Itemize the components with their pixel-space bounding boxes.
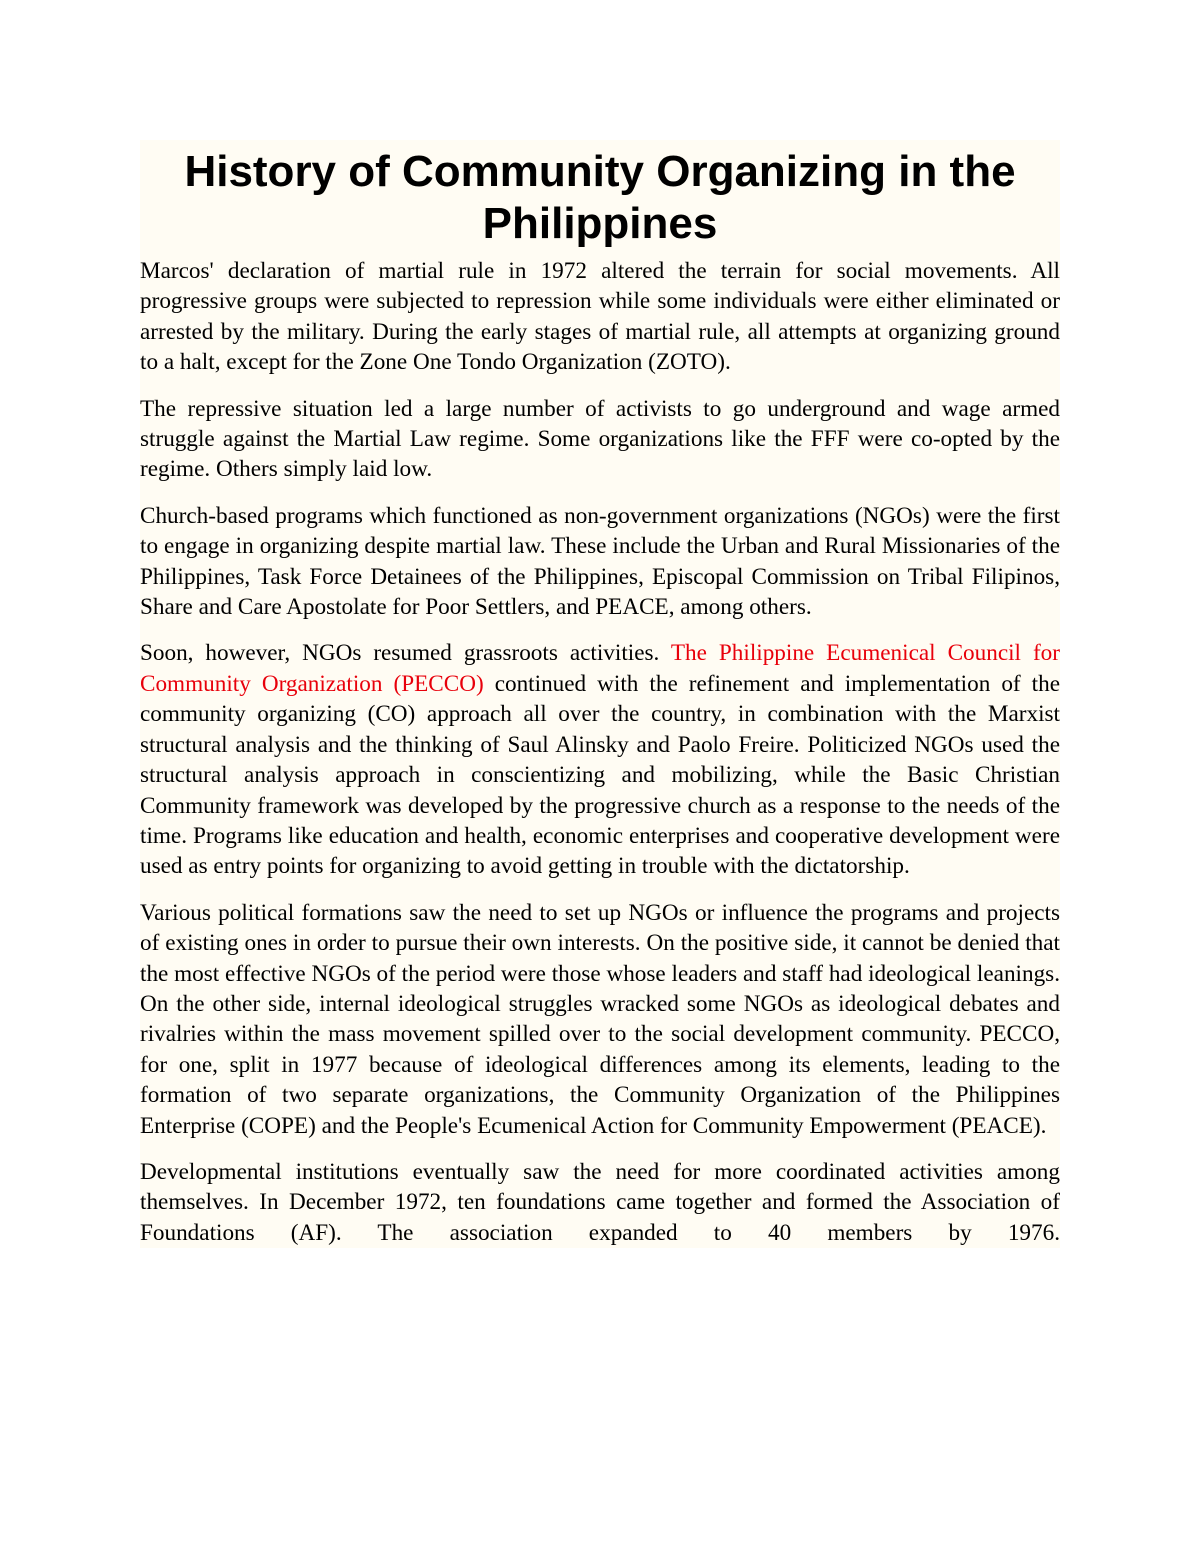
paragraph-ngos-resumed-intro: Soon, however, NGOs resumed grassroots activities. xyxy=(140,640,671,667)
paragraph-church-based-programs: Church-based programs which functioned as non-government organizations (NGOs) were the first to engage in organizing despite martial law. These include the Urban and Rural Missionaries of the Philippines, Task Force Detainees of the Philippines, Episcopal Commission on Tribal Filipinos, Share and Care Apostolate for Poor Settlers, and PEACE, among others. xyxy=(140,502,1060,621)
paragraph-martial-rule: Marcos' declaration of martial rule in 1972 altered the terrain for social movements. All progressive groups were subjected to repression while some individuals were either eliminated or arrested by the military. During the early stages of martial rule, all attempts at organizing ground to a halt, except for the Zone One Tondo Organization (ZOTO). xyxy=(140,258,1060,376)
document-content xyxy=(140,140,1060,1248)
paragraph-developmental-institutions: Developmental institutions eventually saw the need for more coordinated activities among themselves. In December 1972, ten foundations came together and formed the Association of Foundations (AF). The association expanded to 40 members by 1976. xyxy=(140,1158,1060,1246)
paragraph-ngos-resumed-rest: continued with the refinement and implementation of the community organizing (CO) approach all over the country, in combination with the Marxist structural analysis and the thinking of Saul Alinsky and Paolo Freire. Politicized NGOs used the structural analysis approach in conscientizing and mobilizing, while the Basic Christian Community framework was developed by the progressive church as a response to the needs of the time. Programs like education and health, economic enterprises and cooperative development were used as entry points for organizing to avoid getting in trouble with the dictatorship. xyxy=(140,670,1060,880)
document-title: History of Community Organizing in the Philippines xyxy=(184,147,1016,248)
pecco-highlight-text: The Philippine Ecumenical Council for Community Organization (PECCO) xyxy=(140,640,1060,697)
paragraph-political-formations: Various political formations saw the need to set up NGOs or influence the programs and projects of existing ones in order to pursue their own interests. On the positive side, it cannot be denied that the most effective NGOs of the period were those whose leaders and staff had ideological leanings. On the other side, internal ideological struggles wracked some NGOs as ideological debates and rivalries within the mass movement spilled over to the social development community. PECCO, for one, split in 1977 because of ideological differences among its elements, leading to the formation of two separate organizations, the Community Organization of the Philippines Enterprise (COPE) and the People's Ecumenical Action for Community Empowerment (PEACE). xyxy=(140,899,1060,1139)
paragraph-ngos-resumed xyxy=(140,638,1060,881)
paragraph-repressive-situation: The repressive situation led a large number of activists to go underground and wage armed struggle against the Martial Law regime. Some organizations like the FFF were co-opted by the regime. Others simply laid low. xyxy=(140,395,1060,483)
